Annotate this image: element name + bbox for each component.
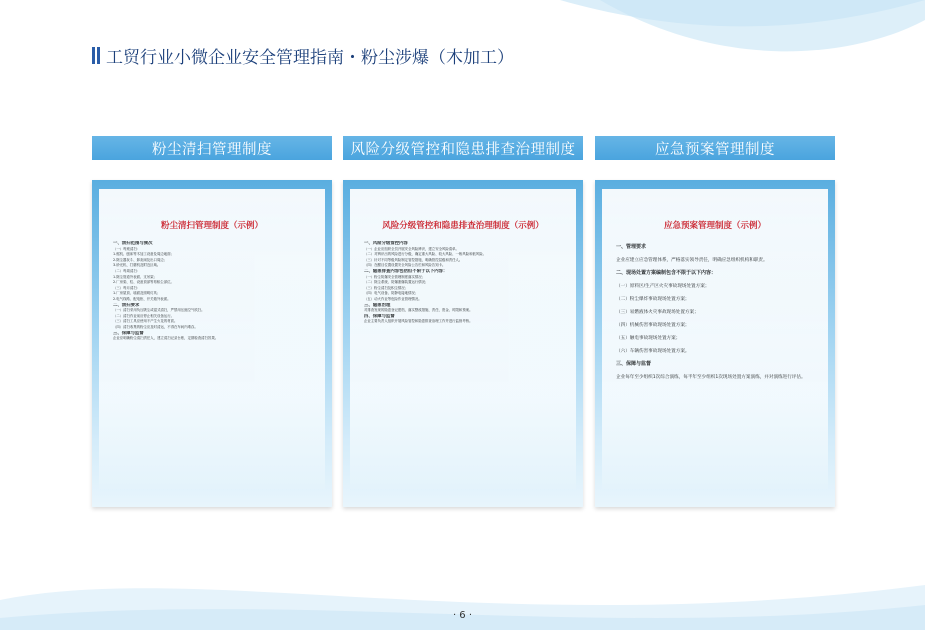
document-line: （四）在醒目位置设置安全风险公告栏和风险告知卡。 xyxy=(364,263,446,268)
document-line: 1.除尘管道外表面、支吊架； xyxy=(113,274,157,279)
document-line: （三）针对不同等级风险制定管控措施，明确管控层级和责任人。 xyxy=(364,257,463,262)
document-line: （五）触电事故现场处置方案； xyxy=(616,336,681,341)
document-line: 1.锯机、刨床等木加工设备及周边地面； xyxy=(113,252,174,257)
document-section-heading: 一、风险分级管控内容 xyxy=(364,241,408,246)
document-title: 应急预案管理制度（示例） xyxy=(663,221,766,231)
document-line: 对排查发现的隐患登记建档，落实整改措施、责任、资金、时限和预案。 xyxy=(364,308,473,313)
document-line: （四）清扫收集的粉尘应及时清运，不得在车间内堆存。 xyxy=(113,324,198,329)
document-line: （二）除尘系统、防爆泄爆装置运行情况； xyxy=(364,280,429,285)
document-line: （四）电气设备、防静电接地情况； xyxy=(364,291,419,296)
document-card xyxy=(343,180,583,507)
document-line: 2.电气线路、配电柜、开关箱外表面。 xyxy=(113,296,171,301)
document-line: 企业每年至少组织1次综合演练，每半年至少组织1次现场处置方案演练，并对演练进行评估。 xyxy=(616,375,806,380)
document-line: 企业应建立应急管理体系，严格落实领导责任，明确应急组织机构和职责。 xyxy=(616,258,768,263)
document-section-heading: 二、隐患排查内容包括但不限于以下内容： xyxy=(364,268,448,274)
document-line: 3.砂光机、打磨机及附近区域。 xyxy=(113,263,161,268)
document-line: 企业主要负责人组织开展风险管控和隐患排查治理工作并进行监督考核。 xyxy=(364,319,473,324)
document-line: （二）对辨识出的风险进行分级，确定重大风险、较大风险、一般风险和低风险。 xyxy=(364,252,487,257)
document-line: （一）清扫采用负压吸尘或湿式清扫，严禁用压缩空气吹扫。 xyxy=(113,308,205,313)
document-line: 企业应明确粉尘清扫责任人，建立清扫记录台账，定期检查清扫效果。 xyxy=(113,336,219,341)
document-line: 2.厂房梁、柱、设备顶部等易积尘部位。 xyxy=(113,280,174,285)
document-line: （六）车辆伤害事故现场处置方案。 xyxy=(616,349,690,354)
document-line: （一）粉尘防爆安全管理制度落实情况； xyxy=(364,274,426,279)
document-line: （四）机械伤害事故现场处置方案； xyxy=(616,323,690,328)
title-marker xyxy=(92,47,95,64)
document-card xyxy=(92,180,332,507)
document-line: （三）粉尘清扫及积尘情况； xyxy=(364,285,409,290)
document-line: （一）原料区/生产区火灾事故现场处置方案； xyxy=(616,284,710,289)
document-section-heading: 二、清扫要求 xyxy=(113,302,140,308)
column-header: 粉尘清扫管理制度 xyxy=(92,136,332,160)
document-paper xyxy=(602,189,828,489)
document-paper xyxy=(350,189,576,489)
document-line: （三）每月清扫： xyxy=(113,285,141,290)
document-section-heading: 三、隐患治理 xyxy=(364,302,391,308)
page-number: · 6 · xyxy=(452,610,473,621)
column-header: 应急预案管理制度 xyxy=(595,136,835,160)
document-section-heading: 一、管理要求 xyxy=(616,244,647,250)
document-section-heading: 四、保障与监督 xyxy=(364,313,395,319)
document-line: （二）清扫作业前应停止相关设备运行。 xyxy=(113,313,175,318)
page-title: 工贸行业小微企业安全管理指南・粉尘涉爆（木加工） xyxy=(106,48,514,68)
document-section-heading: 三、保障与监督 xyxy=(113,330,144,336)
document-body xyxy=(113,241,315,342)
document-section-heading: 三、保障与监督 xyxy=(616,361,652,367)
document-line: （五）动火作业等危险作业管理情况。 xyxy=(364,296,422,301)
document-section-heading: 二、现场处置方案编制包含不限于以下内容： xyxy=(616,270,717,276)
document-body xyxy=(364,241,566,325)
document-line: （一）企业应组织全员开展安全风险辨识，建立安全风险清单。 xyxy=(364,246,459,251)
document-line: （一）每班清扫： xyxy=(113,246,141,251)
title-marker xyxy=(97,47,100,64)
document-line: （三）易燃液体火灾事故现场处置方案； xyxy=(616,310,699,315)
document-body xyxy=(616,241,818,384)
document-line: 1.厂房屋顶、墙面及照明灯具； xyxy=(113,291,161,296)
document-line: （二）粉尘爆炸事故现场处置方案； xyxy=(616,297,690,302)
column-header: 风险分级管控和隐患排查治理制度 xyxy=(343,136,583,160)
document-title: 粉尘清扫管理制度（示例） xyxy=(160,221,263,231)
document-card xyxy=(595,180,835,507)
document-paper xyxy=(99,189,325,489)
document-line: 2.除尘器灰斗、卸灰阀及出口周边； xyxy=(113,257,168,262)
document-line: （三）清扫工具应使用不产生火花的材质。 xyxy=(113,319,178,324)
document-section-heading: 一、清扫范围与频次 xyxy=(113,241,153,246)
document-line: （二）每周清扫： xyxy=(113,268,141,273)
page-title-bar xyxy=(92,43,514,68)
document-title: 风险分级管控和隐患排查治理制度（示例） xyxy=(382,221,544,231)
